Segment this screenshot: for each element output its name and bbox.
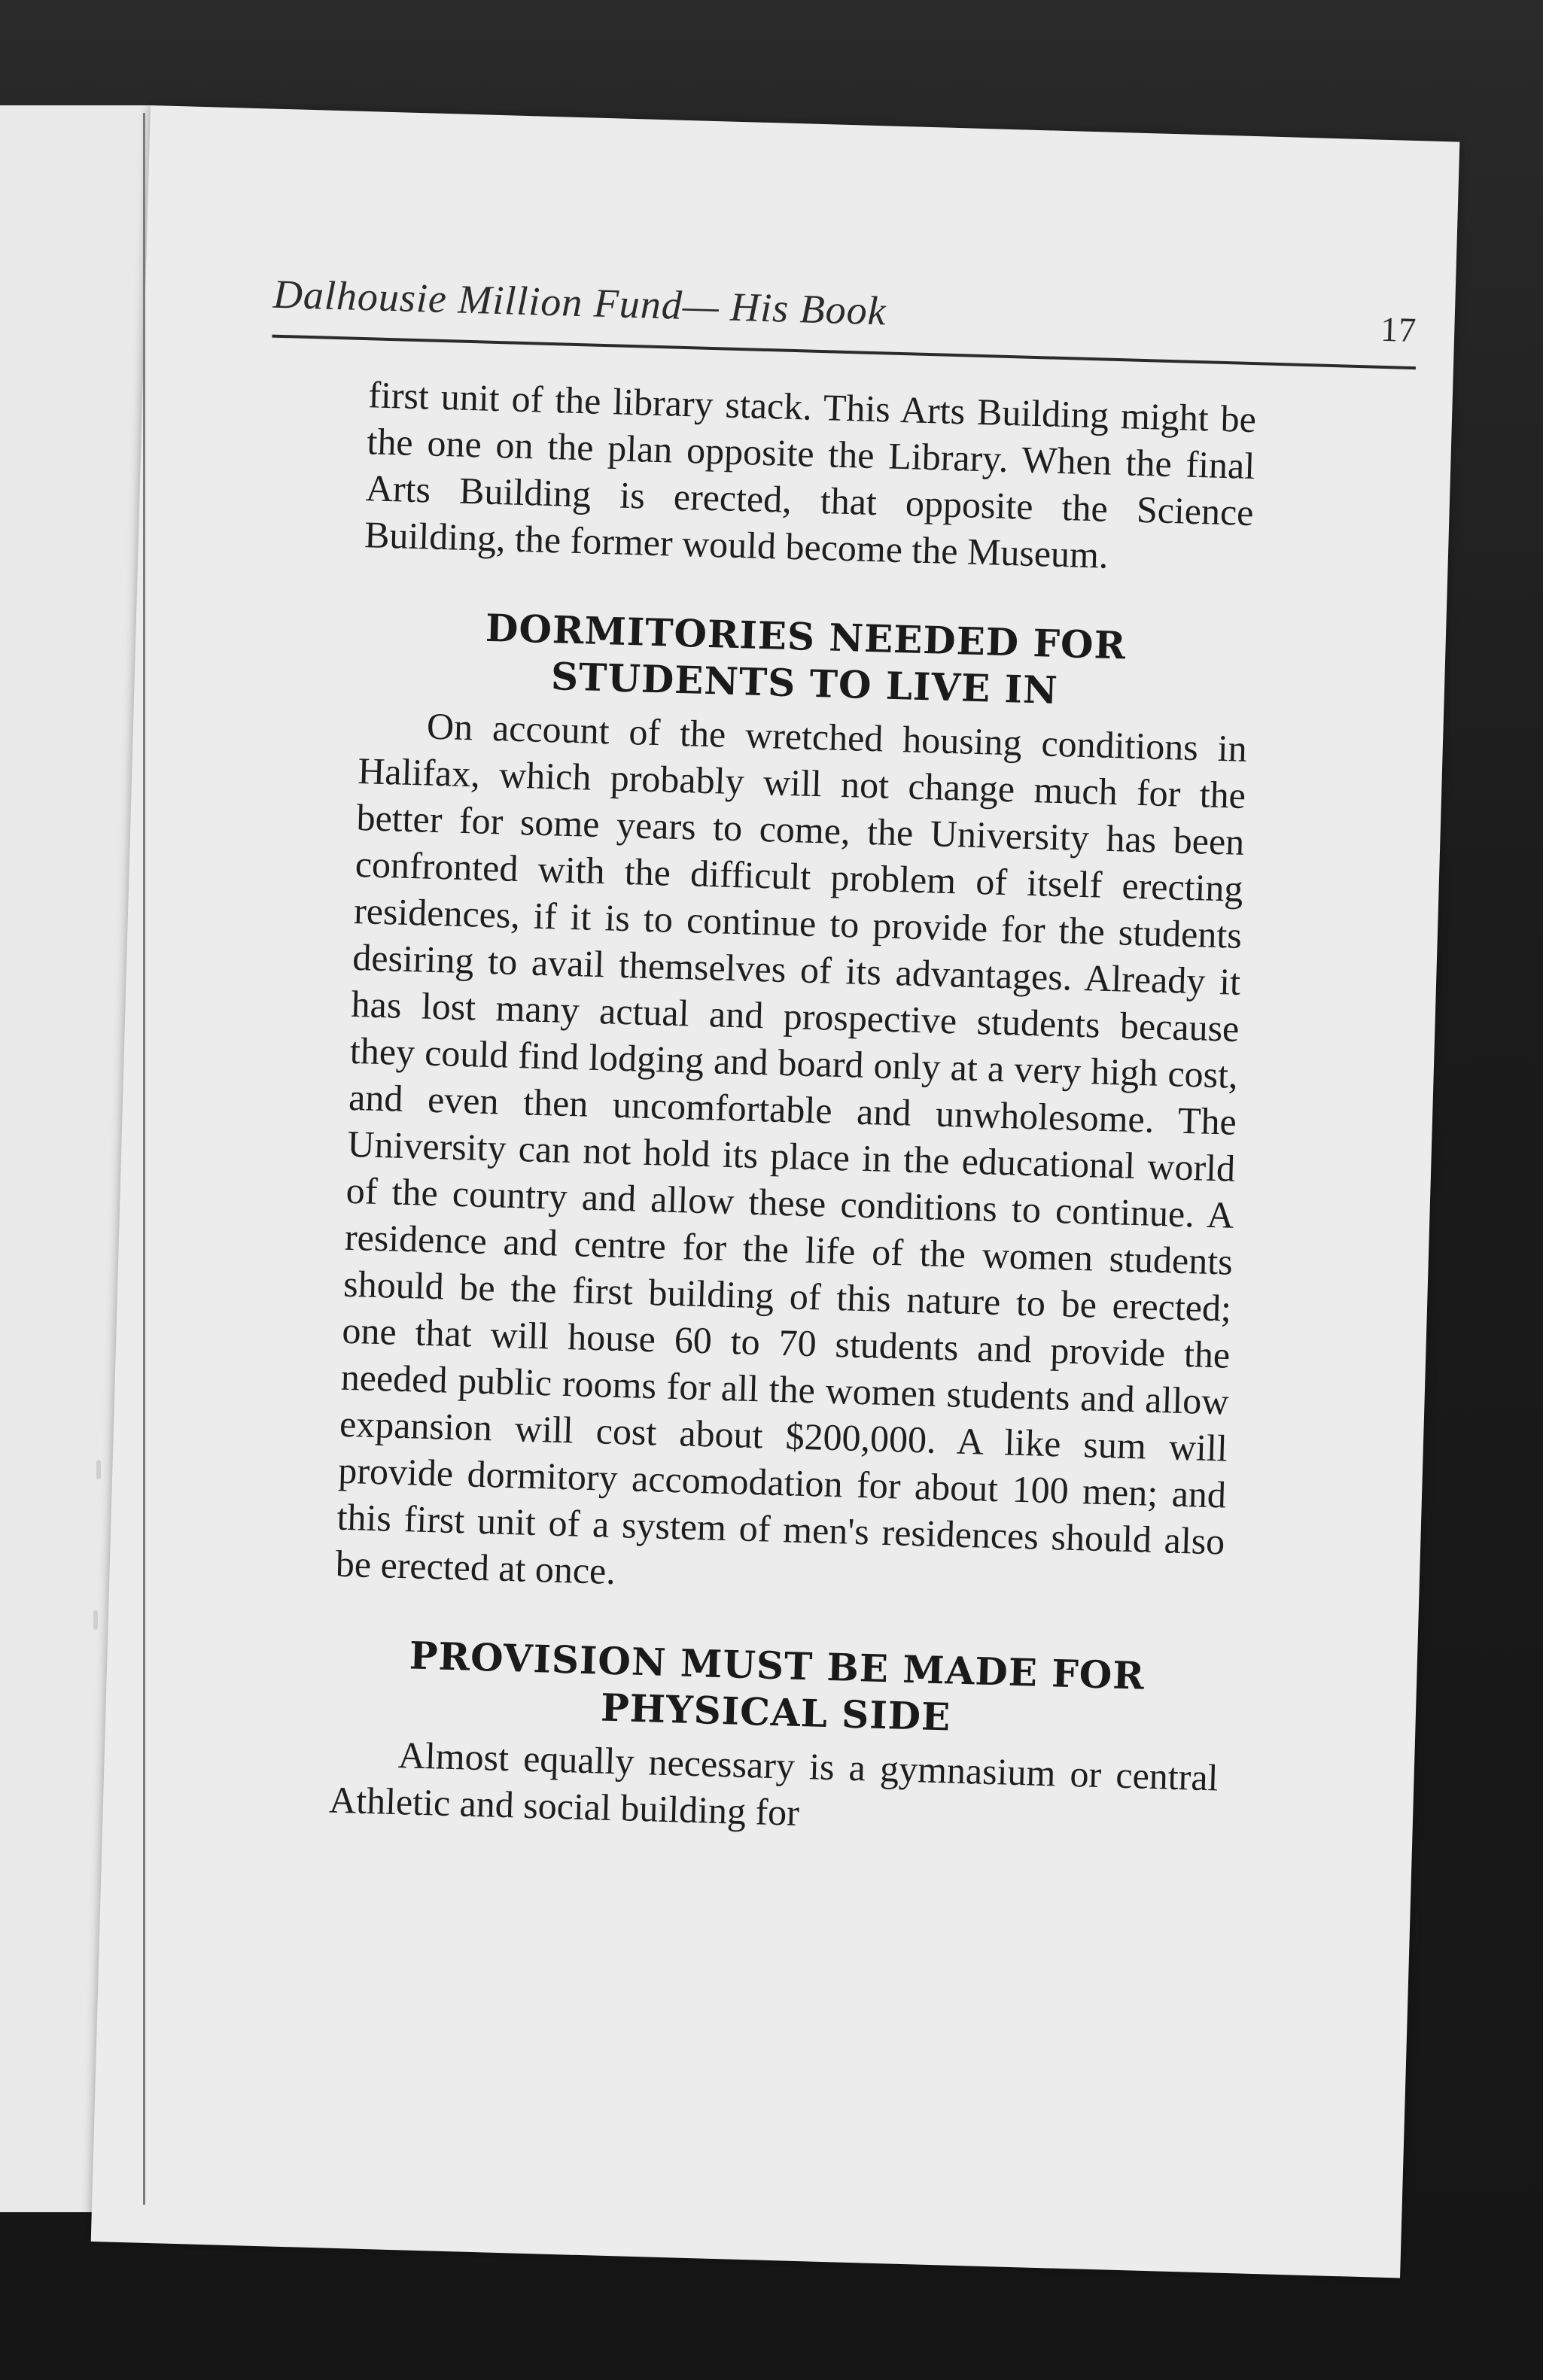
page-gutter-line — [143, 113, 145, 2205]
book-page — [91, 105, 1460, 2278]
margin-mark — [96, 1460, 101, 1479]
running-title: Dalhousie Million Fund— His Book — [272, 271, 887, 334]
physical-paragraph: Almost equally necessary is a gymnasium or central Athletic and social building for — [328, 1734, 1219, 1834]
margin-mark — [93, 1610, 98, 1630]
running-head — [272, 271, 1418, 363]
intro-paragraph: first unit of the library stack. This Arts Building might be the one on the plan opposite the Library. When the final Arts Building is erected, that opposite the Science Building, the former would become the Museum. — [364, 373, 1257, 576]
section-heading-physical: PROVISION MUST BE MADE FOR PHYSICAL SIDE — [409, 1633, 1146, 1740]
section-heading-dormitories: DORMITORIES NEEDED FOR STUDENTS TO LIVE IN — [485, 605, 1127, 713]
dormitories-paragraph: On account of the wretched housing conditions in Halifax, which probably will not change much for the better for some years to come, the University has been confronted with the difficult problem of itself erecting residences, if it is to continue to provide for the students desiring to avail themselves of its advantages. Already it has lost many actual and prospective students because they could find lodging and board only at a very high cost, and even then uncomfortable and unwholesome. The University can not hold its place in the educational world of the country and allow these conditions to continue. A residence and centre for the life of the women students should be the first building of this nature to be erected; one that will house 60 to 70 students and provide the needed public rooms for all the women students and allow expansion will cost about $200,000. A like sum will provide dormitory accomodation for about 100 men; and this first unit of a system of men's residences should also be erected at once. — [335, 704, 1248, 1592]
page-number: 17 — [1380, 309, 1418, 350]
page-body — [328, 371, 1256, 1847]
